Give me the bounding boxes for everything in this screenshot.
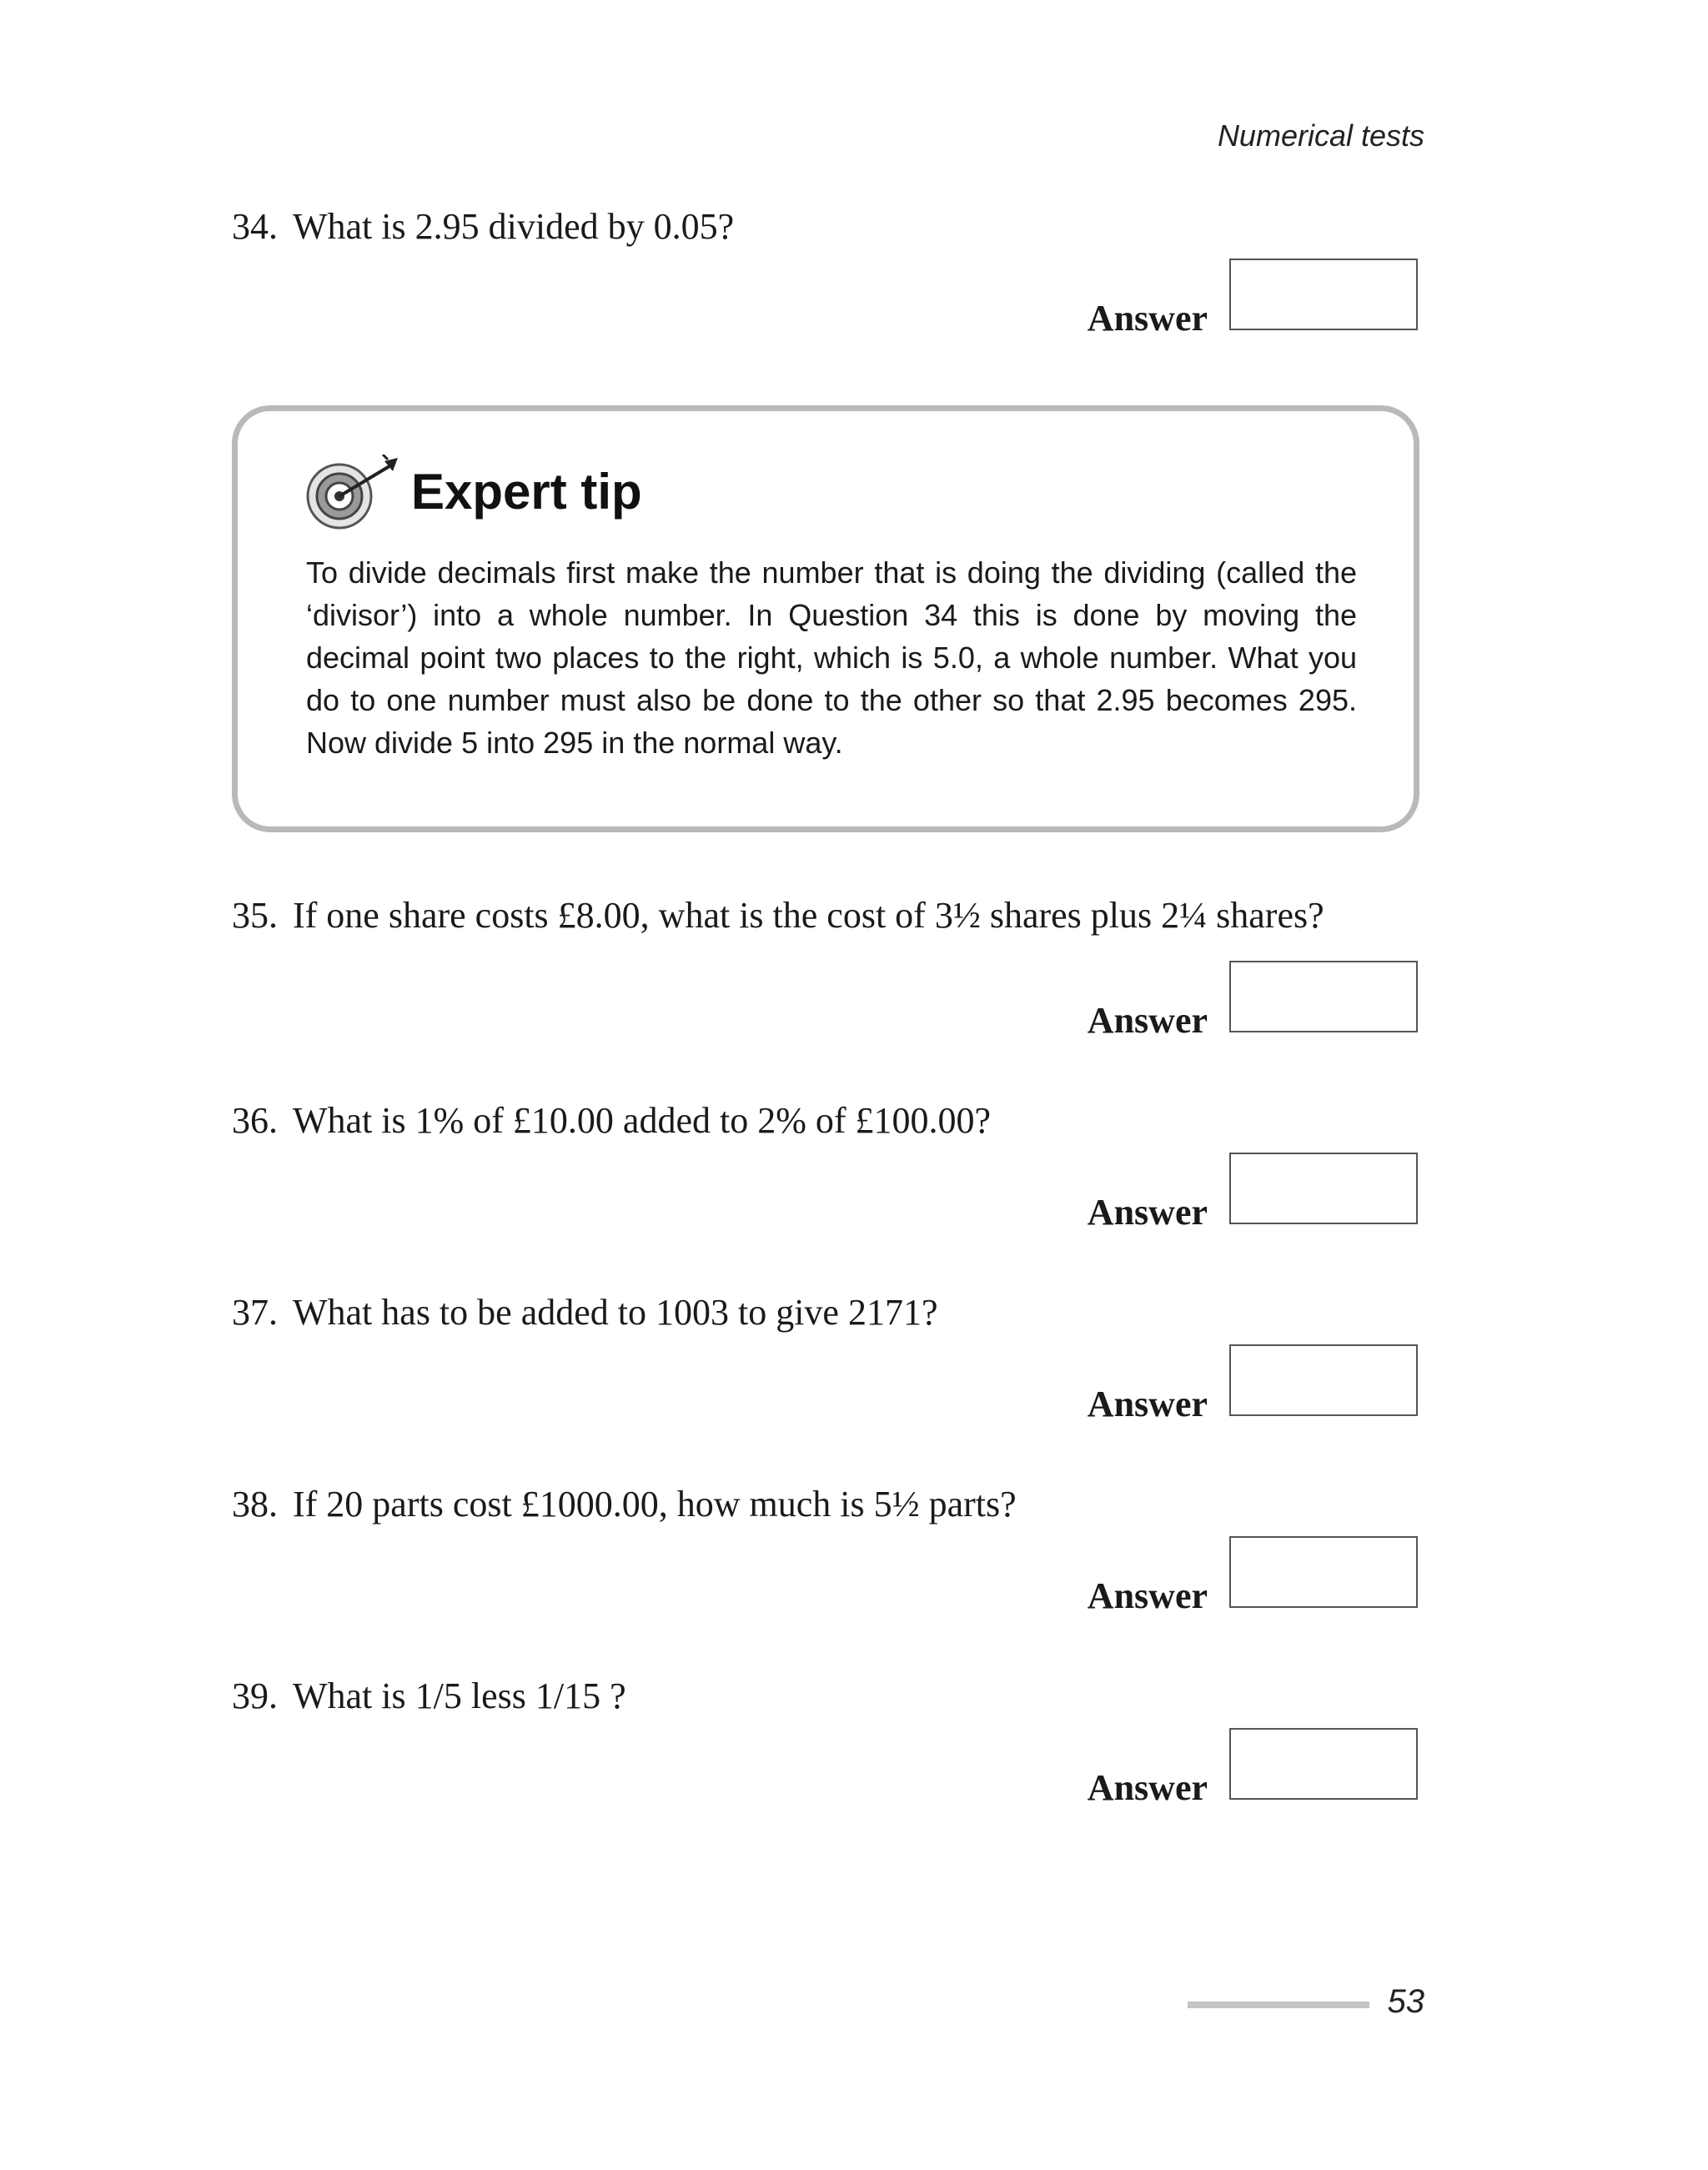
answer-label: Answer (1087, 1192, 1208, 1233)
expert-tip-title: Expert tip (411, 464, 642, 520)
answer-label: Answer (1087, 1575, 1208, 1616)
footer-rule (1188, 2002, 1369, 2008)
question-number: 37. (232, 1292, 278, 1333)
question-36 (232, 1099, 991, 1142)
question-38 (232, 1483, 1017, 1525)
answer-label: Answer (1087, 1767, 1208, 1808)
answer-box-38[interactable] (1229, 1536, 1418, 1608)
question-number: 34. (232, 206, 278, 247)
question-text: If 20 parts cost £1000.00, how much is 5½ parts? (293, 1484, 1017, 1525)
question-text: What has to be added to 1003 to give 2171? (293, 1292, 938, 1333)
question-number: 36. (232, 1100, 278, 1141)
answer-label: Answer (1087, 1384, 1208, 1424)
question-text: What is 1% of £10.00 added to 2% of £100.00? (293, 1100, 992, 1141)
answer-box-37[interactable] (1229, 1344, 1418, 1416)
question-number: 35. (232, 895, 278, 936)
question-37 (232, 1291, 937, 1334)
answer-box-34[interactable] (1229, 259, 1418, 330)
answer-box-36[interactable] (1229, 1153, 1418, 1224)
answer-box-35[interactable] (1229, 961, 1418, 1032)
question-text: If one share costs £8.00, what is the cost of 3½ shares plus 2¼ shares? (293, 895, 1324, 936)
answer-label: Answer (1087, 298, 1208, 339)
expert-tip-box (232, 405, 1419, 832)
question-number: 39. (232, 1675, 278, 1716)
expert-tip-text: To divide decimals first make the number that is doing the dividing (called the ‘divisor’) into a whole number. In Question 34 this is done by moving the decimal point two places to the right, which is 5.0, a whole number. What you do to one number must also be done to the other so that 2.95 becomes 295. Now divide 5 into 295 in the normal way. (306, 555, 1357, 760)
question-39 (232, 1675, 626, 1717)
answer-box-39[interactable] (1229, 1728, 1418, 1800)
question-text: What is 2.95 divided by 0.05? (293, 206, 735, 247)
page-number: 53 (1387, 1983, 1424, 2020)
question-text: What is 1/5 less 1/15 ? (293, 1675, 626, 1716)
question-34 (232, 205, 734, 248)
running-head: Numerical tests (1217, 118, 1424, 153)
answer-label: Answer (1087, 1000, 1208, 1041)
question-number: 38. (232, 1484, 278, 1525)
target-icon (304, 455, 401, 530)
question-35 (232, 894, 1324, 937)
